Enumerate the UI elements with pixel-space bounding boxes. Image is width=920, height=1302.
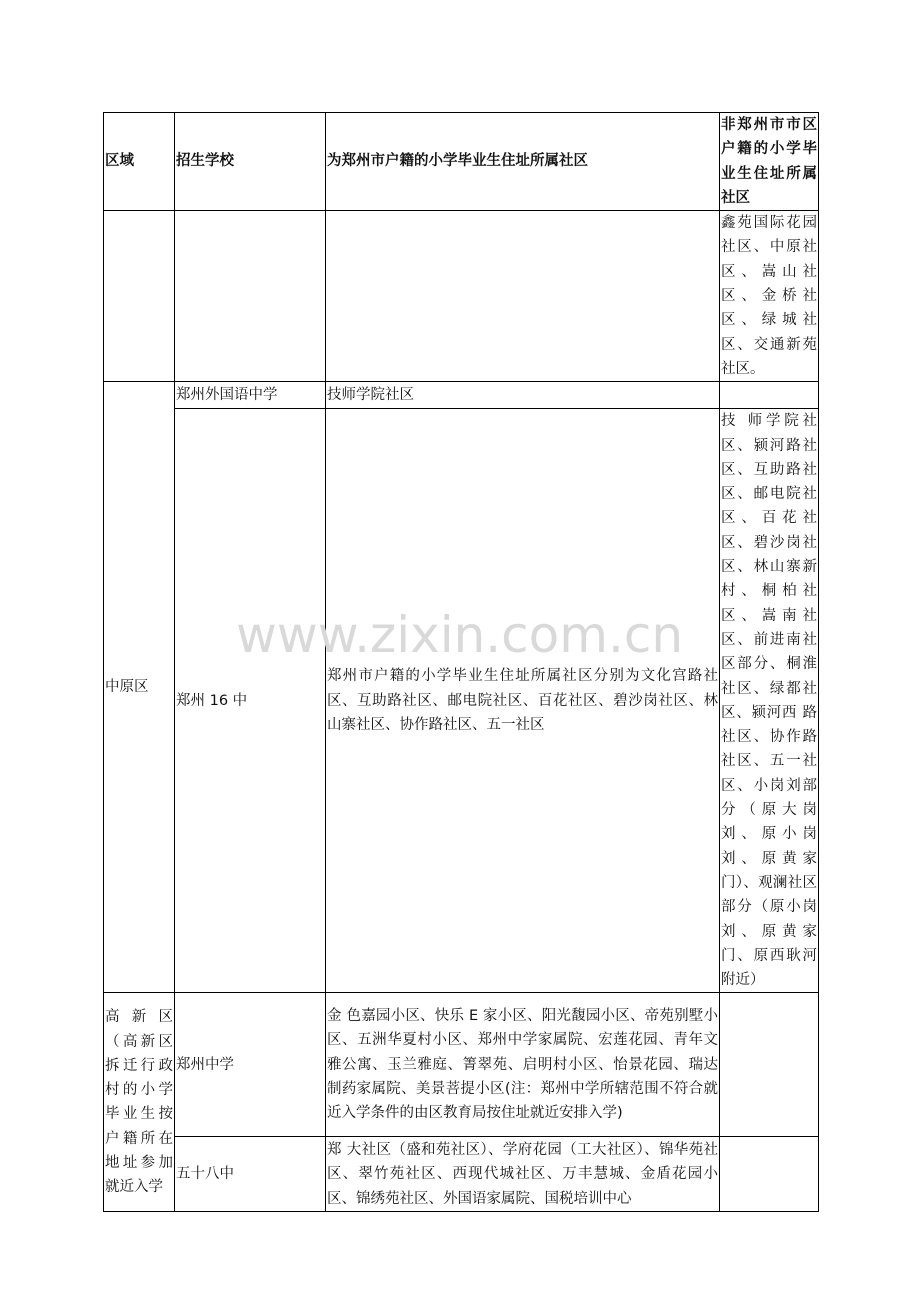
region-cell: 中原区 <box>104 382 175 993</box>
nonlocal-community-cell <box>720 1137 819 1212</box>
school-cell: 郑州中学 <box>175 993 326 1137</box>
header-row <box>104 113 819 211</box>
local-community-cell: 郑州市户籍的小学毕业生住址所属社区分别为文化宫路社区、互助路社区、邮电院社区、百花社区、碧沙岗社区、林山寨社区、协作路社区、五一社区 <box>326 409 720 993</box>
local-community-cell <box>326 211 720 382</box>
region-cell <box>104 211 175 382</box>
watermark: www.zixin.com.cn <box>236 606 684 664</box>
nonlocal-community-cell <box>720 382 819 409</box>
school-cell: 五十八中 <box>175 1137 326 1212</box>
school-cell <box>175 211 326 382</box>
region-cell: 高新区（高新区拆迁行政村的小学毕业生按户籍所在地址参加就近入学 <box>104 993 175 1212</box>
table-row <box>104 1137 819 1212</box>
enrollment-table <box>103 112 819 1212</box>
table-row <box>104 409 819 993</box>
nonlocal-community-cell: 技 师学院社区、颍河路社区、互助路社区、邮电院社区、百花社区、碧沙岗社区、林山寨新村、桐柏社区、嵩南社区、前进南社区部分、桐淮社区、绿都社区、颍河西 路社区、协作路社区、五一社区、小岗刘部分（原大岗刘、原小岗刘、原黄家门）、观澜社区部分（原小岗刘、原黄家门、原西耿河附近） <box>720 409 819 993</box>
local-community-cell: 技师学院社区 <box>326 382 720 409</box>
table-row <box>104 993 819 1137</box>
nonlocal-community-cell <box>720 993 819 1137</box>
nonlocal-community-cell: 鑫苑国际花园社区、中原社区、嵩山社区、金桥社区、绿城社区、交通新苑社区。 <box>720 211 819 382</box>
local-community-cell: 金 色嘉园小区、快乐 E 家小区、阳光馥园小区、帝苑别墅小区、五洲华夏村小区、郑州中学家属院、宏莲花园、青年文雅公寓、玉兰雅庭、箐翠苑、启明村小区、怡景花园、瑞达制药家属院、美景菩提小区(注：郑州中学所辖范围不符合就近入学条件的由区教育局按住址就近安排入学) <box>326 993 720 1137</box>
header-local-community: 为郑州市户籍的小学毕业生住址所属社区 <box>326 113 720 211</box>
school-cell: 郑州 16 中 <box>175 409 326 993</box>
table-row <box>104 382 819 409</box>
header-region: 区域 <box>104 113 175 211</box>
school-cell: 郑州外国语中学 <box>175 382 326 409</box>
header-nonlocal-community: 非郑州市市区户籍的小学毕业生住址所属社区 <box>720 113 819 211</box>
table-row <box>104 211 819 382</box>
local-community-cell: 郑 大社区（盛和苑社区）、学府花园（工大社区）、锦华苑社区、翠竹苑社区、西现代城社区、万丰慧城、金盾花园小区、锦绣苑社区、外国语家属院、国税培训中心 <box>326 1137 720 1212</box>
header-school: 招生学校 <box>175 113 326 211</box>
